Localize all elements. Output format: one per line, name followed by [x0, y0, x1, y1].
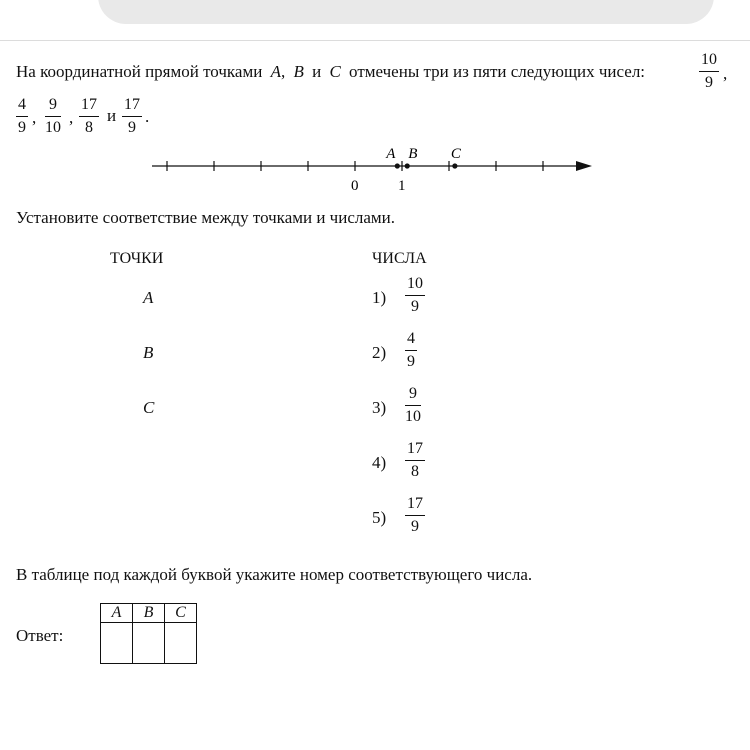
point-a-inline: A — [270, 62, 281, 81]
point-dot-c — [452, 163, 457, 168]
point-label-c: C — [450, 146, 461, 162]
point-dot-a — [395, 163, 400, 168]
comma: , — [32, 108, 37, 127]
comma: , — [723, 64, 728, 83]
comma: , — [69, 108, 74, 127]
point-label-b: B — [408, 146, 418, 162]
fraction-17-8: 17 8 — [81, 96, 97, 136]
option-fraction-2: 4 9 — [407, 330, 415, 370]
point-c-inline: C — [329, 62, 341, 81]
option-label-4: 4) — [372, 453, 387, 472]
option-fraction-1: 10 9 — [407, 275, 423, 315]
intro-line: На координатной прямой точками A, B и C отмечены три из пяти следующих чисел: — [16, 62, 646, 81]
answer-header-a: A — [101, 604, 133, 623]
divider — [0, 40, 750, 41]
fraction-4-9: 4 9 — [18, 96, 26, 136]
answer-cell-c[interactable] — [165, 623, 197, 664]
option-fraction-4: 17 8 — [407, 440, 423, 480]
point-b-inline: B — [293, 62, 304, 81]
answer-label: Ответ: — [16, 626, 64, 645]
point-b: B — [143, 343, 154, 362]
top-search-bar[interactable] — [98, 0, 714, 24]
answer-cell-a[interactable] — [101, 623, 133, 664]
answer-table — [100, 603, 197, 664]
label-zero: 0 — [351, 178, 359, 194]
number-line — [140, 140, 610, 200]
points-header: ТОЧКИ — [110, 250, 164, 267]
point-c: C — [143, 398, 155, 417]
instruction-text: Установите соответствие между точками и числами. — [16, 208, 396, 227]
intro-suffix: отмечены три из пяти следующих чисел: — [349, 62, 646, 81]
point-a: A — [143, 288, 154, 307]
option-label-5: 5) — [372, 508, 387, 527]
intro-prefix: На координатной прямой точками — [16, 62, 263, 81]
answer-header-c: C — [165, 604, 197, 623]
option-fraction-3: 9 10 — [405, 385, 421, 425]
point-dot-b — [405, 163, 410, 168]
fraction-17-9: 17 9 — [124, 96, 140, 136]
period: . — [145, 107, 150, 126]
label-one: 1 — [398, 178, 406, 194]
point-label-a: A — [386, 146, 396, 162]
arrow-icon — [576, 161, 592, 171]
conj-and: и — [107, 106, 117, 125]
option-fraction-5: 17 9 — [407, 495, 423, 535]
numbers-header: ЧИСЛА — [372, 250, 427, 267]
fraction-10-9: 10 9 — [701, 51, 717, 91]
option-label-1: 1) — [372, 288, 387, 307]
option-label-2: 2) — [372, 343, 387, 362]
fraction-9-10: 9 10 — [45, 96, 61, 136]
option-label-3: 3) — [372, 398, 387, 417]
conj-and: и — [312, 62, 322, 81]
answer-header-b: B — [133, 604, 165, 623]
answer-cell-b[interactable] — [133, 623, 165, 664]
table-instruction: В таблице под каждой буквой укажите номер соответствующего числа. — [16, 565, 533, 584]
